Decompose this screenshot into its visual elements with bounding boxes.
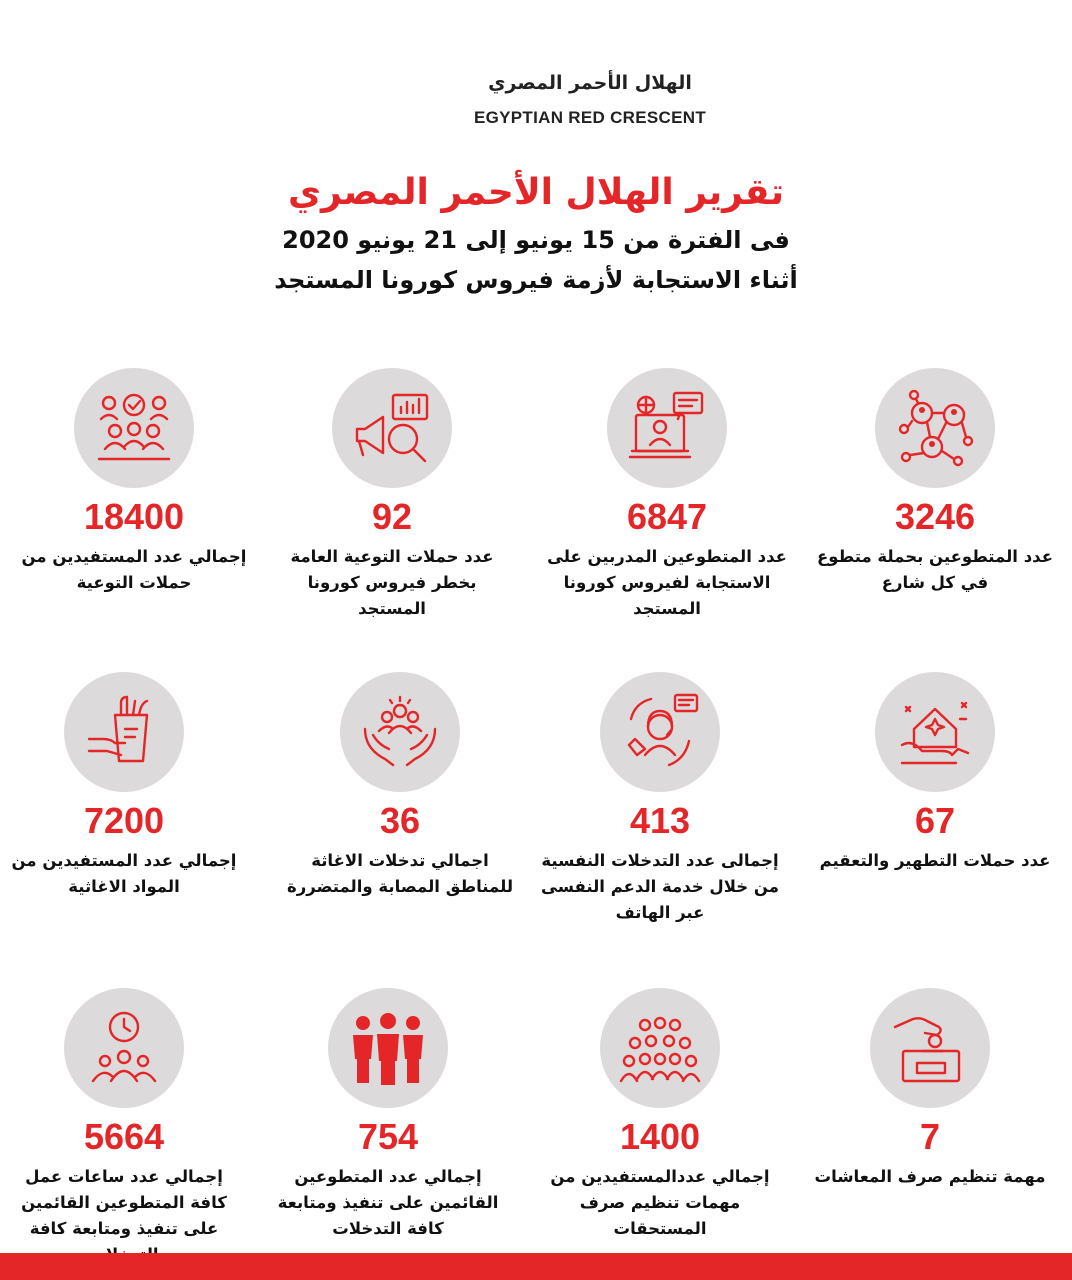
stat-value: 67 [914, 800, 956, 841]
stat-label: إجمالي عددالمستفيدين من مهمات تنظيم صرف المستحقات [550, 1167, 770, 1238]
footer-bar [0, 1253, 1072, 1280]
stat-label: مهمة تنظيم صرف المعاشات [814, 1167, 1046, 1186]
icon-circle [340, 672, 460, 792]
stat-value: 6847 [626, 496, 708, 537]
stat-label: اجمالي تدخلات الاغاثة للمناطق المصابة والمتضررة [286, 851, 514, 896]
audience-check-icon [91, 385, 177, 471]
report-context: أثناء الاستجابة لأزمة فيروس كورونا المستجد [274, 266, 798, 294]
clock-team-icon [81, 1005, 167, 1091]
stat-label: إجمالي عدد ساعات عمل كافة المتطوعين القائمين على تنفيذ ومتابعة كافة [21, 1167, 227, 1238]
stat-label: عدد حملات التطهير والتعقيم [819, 851, 1051, 870]
food-bag-icon [81, 689, 167, 775]
report-period: فى الفترة من 15 يونيو إلى 21 يونيو 2020 [282, 226, 790, 254]
stat-value: 754 [357, 1116, 419, 1157]
logo-arabic-name: الهلال الأحمر المصري [488, 72, 692, 94]
logo [372, 58, 712, 148]
icon-circle [875, 672, 995, 792]
online-training-icon [624, 385, 710, 471]
icon-circle [875, 368, 995, 488]
icon-circle [600, 988, 720, 1108]
stat-label: عدد المتطوعين بحملة متطوع في كل شارع [817, 547, 1053, 592]
icon-circle [64, 672, 184, 792]
icon-circle [74, 368, 194, 488]
stat-value: 92 [371, 496, 413, 537]
stat-value: 3246 [894, 496, 976, 537]
phone-support-icon [617, 689, 703, 775]
stat-value: 413 [629, 800, 691, 841]
stat-label: عدد المتطوعين المدربين على الاستجابة لفيروس كورونا المستجد [547, 547, 787, 618]
stat-value: 36 [379, 800, 421, 841]
volunteers-group-icon [345, 1005, 431, 1091]
stat-value: 1400 [619, 1116, 701, 1157]
icon-circle [64, 988, 184, 1108]
donation-box-icon [887, 1005, 973, 1091]
icon-circle [328, 988, 448, 1108]
network-people-icon [892, 385, 978, 471]
icon-circle [870, 988, 990, 1108]
logo-english-name: EGYPTIAN RED CRESCENT [473, 108, 707, 127]
icon-circle [607, 368, 727, 488]
crowd-icon [617, 1005, 703, 1091]
stat-label: عدد حملات التوعية العامة بخطر فيروس كورونا المستجد [290, 547, 494, 618]
stat-value: 18400 [83, 496, 185, 537]
stat-label: إجمالي عدد المتطوعين القائمين على تنفيذ ومتابعة كافة التدخلات [277, 1167, 499, 1238]
stat-label: إجمالي عدد المستفيدين من المواد الاغاثية [11, 851, 237, 896]
stat-value: 7200 [83, 800, 165, 841]
hands-community-icon [357, 689, 443, 775]
stat-value: 5664 [83, 1116, 165, 1157]
report-title: تقرير الهلال الأحمر المصري [287, 172, 784, 213]
megaphone-search-icon [349, 385, 435, 471]
icon-circle [332, 368, 452, 488]
stat-value: 7 [919, 1116, 941, 1157]
house-sanitize-icon [892, 689, 978, 775]
icon-circle [600, 672, 720, 792]
stat-label: إجمالي عدد المستفيدين من حملات التوعية [21, 547, 247, 592]
red-crescent-icon [378, 58, 464, 144]
stat-label: إجمالى عدد التدخلات النفسية من خلال خدمة الدعم النفسى عبر الهاتف [541, 851, 779, 922]
